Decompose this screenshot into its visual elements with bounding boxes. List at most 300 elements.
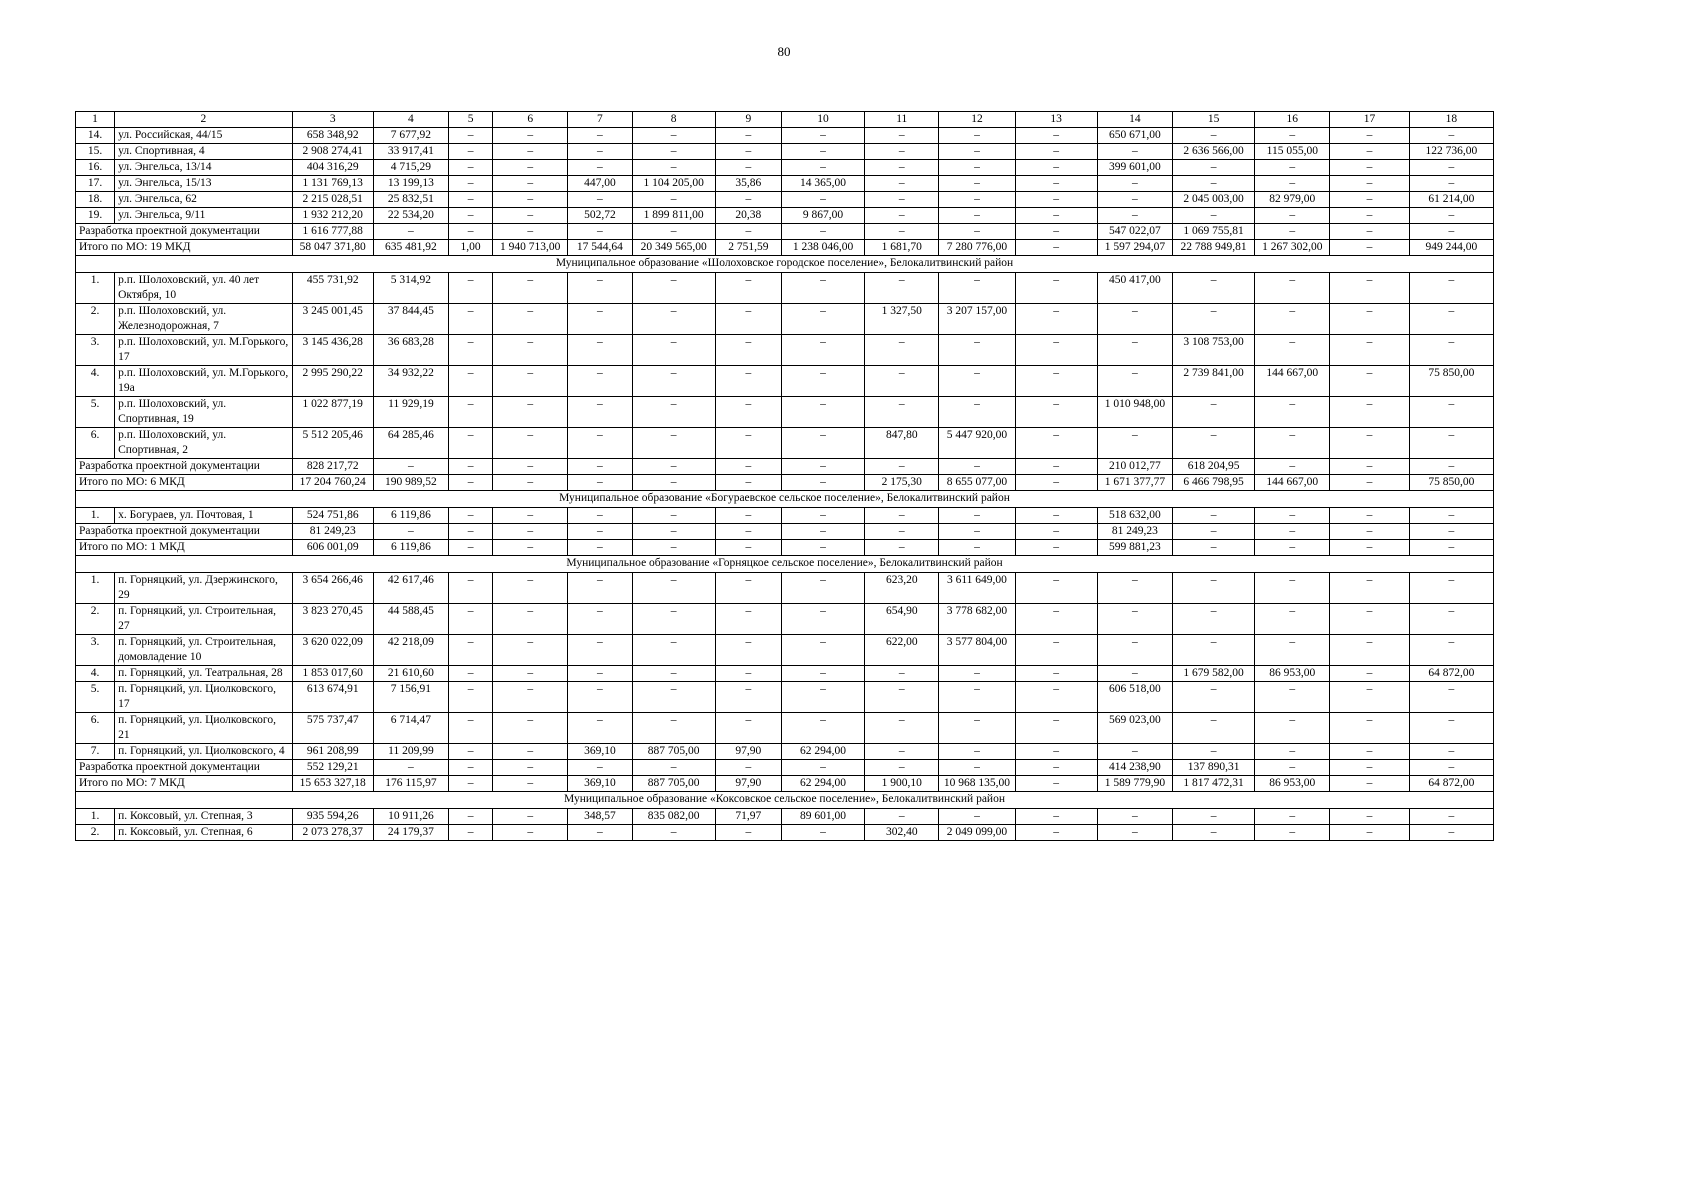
value-cell: – bbox=[715, 224, 781, 240]
value-cell: – bbox=[1409, 540, 1493, 556]
value-cell: – bbox=[1015, 176, 1097, 192]
value-cell: – bbox=[1409, 335, 1493, 366]
value-cell: 122 736,00 bbox=[1409, 144, 1493, 160]
header-cell: 1 bbox=[76, 112, 115, 128]
value-cell: 22 788 949,81 bbox=[1172, 240, 1254, 256]
value-cell: 13 199,13 bbox=[373, 176, 448, 192]
value-cell: – bbox=[449, 128, 493, 144]
value-cell: 2 739 841,00 bbox=[1172, 366, 1254, 397]
row-number: 3. bbox=[76, 335, 115, 366]
value-cell: – bbox=[1330, 760, 1409, 776]
summary-label: Разработка проектной документации bbox=[76, 524, 293, 540]
value-cell: 961 208,99 bbox=[292, 744, 373, 760]
value-cell: – bbox=[1255, 573, 1330, 604]
value-cell: – bbox=[1172, 428, 1254, 459]
value-cell: – bbox=[1097, 744, 1172, 760]
row-number: 1. bbox=[76, 809, 115, 825]
value-cell: – bbox=[1015, 682, 1097, 713]
value-cell: – bbox=[1015, 128, 1097, 144]
value-cell: – bbox=[493, 144, 568, 160]
value-cell: – bbox=[939, 744, 1015, 760]
row-number: 2. bbox=[76, 604, 115, 635]
value-cell: – bbox=[1172, 160, 1254, 176]
capital-repair-table bbox=[75, 111, 1494, 841]
value-cell: – bbox=[493, 459, 568, 475]
value-cell: 2 175,30 bbox=[865, 475, 939, 491]
value-cell: 89 601,00 bbox=[781, 809, 864, 825]
value-cell: – bbox=[1330, 128, 1409, 144]
summary-label: Итого по МО: 6 МКД bbox=[76, 475, 293, 491]
value-cell: – bbox=[1097, 304, 1172, 335]
value-cell: – bbox=[1172, 635, 1254, 666]
value-cell: – bbox=[449, 760, 493, 776]
value-cell: – bbox=[1172, 273, 1254, 304]
value-cell: – bbox=[449, 208, 493, 224]
value-cell: – bbox=[865, 397, 939, 428]
value-cell: 64 872,00 bbox=[1409, 776, 1493, 792]
value-cell: 137 890,31 bbox=[1172, 760, 1254, 776]
value-cell: 1 589 779,90 bbox=[1097, 776, 1172, 792]
value-cell: – bbox=[865, 128, 939, 144]
value-cell: – bbox=[781, 760, 864, 776]
value-cell: – bbox=[1330, 335, 1409, 366]
summary-label: Итого по МО: 19 МКД bbox=[76, 240, 293, 256]
value-cell: – bbox=[449, 682, 493, 713]
value-cell: 1 940 713,00 bbox=[493, 240, 568, 256]
value-cell: – bbox=[1255, 604, 1330, 635]
table-row bbox=[76, 335, 1494, 366]
value-cell: – bbox=[1255, 176, 1330, 192]
value-cell: – bbox=[781, 604, 864, 635]
value-cell: 599 881,23 bbox=[1097, 540, 1172, 556]
value-cell: – bbox=[1409, 604, 1493, 635]
value-cell: – bbox=[1330, 825, 1409, 841]
value-cell: – bbox=[939, 524, 1015, 540]
value-cell: 11 209,99 bbox=[373, 744, 448, 760]
section-row bbox=[76, 491, 1494, 508]
summary-label: Разработка проектной документации bbox=[76, 459, 293, 475]
value-cell: 2 636 566,00 bbox=[1172, 144, 1254, 160]
table-row bbox=[76, 304, 1494, 335]
value-cell: – bbox=[632, 508, 715, 524]
address-cell: ул. Энгельса, 13/14 bbox=[115, 160, 293, 176]
value-cell: – bbox=[715, 192, 781, 208]
table-row bbox=[76, 635, 1494, 666]
value-cell: – bbox=[715, 397, 781, 428]
value-cell: – bbox=[1330, 428, 1409, 459]
value-cell: 3 207 157,00 bbox=[939, 304, 1015, 335]
table-row bbox=[76, 809, 1494, 825]
summary-row bbox=[76, 776, 1494, 792]
value-cell: – bbox=[568, 573, 632, 604]
value-cell: – bbox=[865, 176, 939, 192]
value-cell: – bbox=[781, 128, 864, 144]
value-cell: – bbox=[493, 635, 568, 666]
row-number: 6. bbox=[76, 713, 115, 744]
value-cell: – bbox=[1097, 635, 1172, 666]
value-cell: – bbox=[568, 160, 632, 176]
value-cell: – bbox=[1330, 144, 1409, 160]
value-cell: – bbox=[1330, 604, 1409, 635]
value-cell: – bbox=[568, 508, 632, 524]
value-cell: – bbox=[568, 192, 632, 208]
value-cell: – bbox=[1172, 208, 1254, 224]
value-cell: 1 671 377,77 bbox=[1097, 475, 1172, 491]
value-cell: 115 055,00 bbox=[1255, 144, 1330, 160]
value-cell: – bbox=[939, 540, 1015, 556]
value-cell: – bbox=[493, 176, 568, 192]
value-cell: 455 731,92 bbox=[292, 273, 373, 304]
summary-row bbox=[76, 524, 1494, 540]
value-cell: – bbox=[449, 809, 493, 825]
value-cell: 1 900,10 bbox=[865, 776, 939, 792]
value-cell: 524 751,86 bbox=[292, 508, 373, 524]
value-cell: – bbox=[1409, 635, 1493, 666]
value-cell: – bbox=[865, 809, 939, 825]
value-cell: 1 327,50 bbox=[865, 304, 939, 335]
value-cell: – bbox=[1097, 176, 1172, 192]
value-cell: 75 850,00 bbox=[1409, 475, 1493, 491]
value-cell: 10 968 135,00 bbox=[939, 776, 1015, 792]
value-cell: – bbox=[449, 508, 493, 524]
value-cell: – bbox=[568, 682, 632, 713]
value-cell: – bbox=[1330, 635, 1409, 666]
value-cell: – bbox=[493, 366, 568, 397]
value-cell: – bbox=[939, 208, 1015, 224]
value-cell: – bbox=[939, 459, 1015, 475]
row-number: 6. bbox=[76, 428, 115, 459]
value-cell: 3 108 753,00 bbox=[1172, 335, 1254, 366]
value-cell: – bbox=[1409, 744, 1493, 760]
section-row bbox=[76, 556, 1494, 573]
header-cell: 11 bbox=[865, 112, 939, 128]
value-cell: – bbox=[632, 540, 715, 556]
value-cell: 935 594,26 bbox=[292, 809, 373, 825]
value-cell: 635 481,92 bbox=[373, 240, 448, 256]
value-cell: – bbox=[493, 776, 568, 792]
row-number: 4. bbox=[76, 666, 115, 682]
value-cell: – bbox=[939, 335, 1015, 366]
value-cell: – bbox=[568, 459, 632, 475]
value-cell: – bbox=[493, 397, 568, 428]
address-cell: ул. Энгельса, 9/11 bbox=[115, 208, 293, 224]
table-row bbox=[76, 208, 1494, 224]
row-number: 5. bbox=[76, 682, 115, 713]
value-cell: – bbox=[1255, 508, 1330, 524]
value-cell: – bbox=[568, 144, 632, 160]
value-cell: – bbox=[939, 760, 1015, 776]
value-cell: 2 908 274,41 bbox=[292, 144, 373, 160]
table-row bbox=[76, 508, 1494, 524]
value-cell: 2 995 290,22 bbox=[292, 366, 373, 397]
value-cell: – bbox=[1015, 428, 1097, 459]
value-cell: – bbox=[1330, 682, 1409, 713]
value-cell: – bbox=[1330, 508, 1409, 524]
value-cell: – bbox=[449, 604, 493, 635]
row-number: 1. bbox=[76, 508, 115, 524]
address-cell: п. Коксовый, ул. Степная, 6 bbox=[115, 825, 293, 841]
value-cell: – bbox=[715, 128, 781, 144]
value-cell: – bbox=[1015, 273, 1097, 304]
value-cell: – bbox=[1255, 760, 1330, 776]
value-cell: – bbox=[1409, 760, 1493, 776]
value-cell: – bbox=[632, 666, 715, 682]
value-cell: – bbox=[632, 224, 715, 240]
value-cell: – bbox=[1330, 540, 1409, 556]
table-row bbox=[76, 144, 1494, 160]
value-cell: 3 145 436,28 bbox=[292, 335, 373, 366]
value-cell: 9 867,00 bbox=[781, 208, 864, 224]
value-cell: – bbox=[1097, 604, 1172, 635]
value-cell: – bbox=[449, 144, 493, 160]
value-cell: 547 022,07 bbox=[1097, 224, 1172, 240]
value-cell: – bbox=[493, 224, 568, 240]
value-cell: – bbox=[449, 524, 493, 540]
value-cell: – bbox=[1097, 666, 1172, 682]
value-cell: – bbox=[1255, 809, 1330, 825]
value-cell: 25 832,51 bbox=[373, 192, 448, 208]
value-cell: – bbox=[781, 475, 864, 491]
value-cell: – bbox=[715, 760, 781, 776]
value-cell: – bbox=[1330, 160, 1409, 176]
value-cell: 6 466 798,95 bbox=[1172, 475, 1254, 491]
value-cell: – bbox=[449, 573, 493, 604]
value-cell: 3 778 682,00 bbox=[939, 604, 1015, 635]
table-row bbox=[76, 128, 1494, 144]
value-cell: – bbox=[715, 604, 781, 635]
value-cell: 97,90 bbox=[715, 744, 781, 760]
value-cell: – bbox=[715, 144, 781, 160]
header-cell: 10 bbox=[781, 112, 864, 128]
value-cell: – bbox=[1097, 208, 1172, 224]
value-cell: – bbox=[568, 273, 632, 304]
address-cell: п. Горняцкий, ул. Дзержинского, 29 bbox=[115, 573, 293, 604]
value-cell: – bbox=[1015, 635, 1097, 666]
value-cell: – bbox=[781, 825, 864, 841]
address-cell: п. Горняцкий, ул. Строительная, 27 bbox=[115, 604, 293, 635]
value-cell: – bbox=[1172, 825, 1254, 841]
value-cell: – bbox=[1409, 573, 1493, 604]
value-cell: – bbox=[781, 635, 864, 666]
value-cell: – bbox=[715, 666, 781, 682]
value-cell: 62 294,00 bbox=[781, 776, 864, 792]
value-cell: 1 267 302,00 bbox=[1255, 240, 1330, 256]
value-cell: 447,00 bbox=[568, 176, 632, 192]
value-cell: – bbox=[493, 573, 568, 604]
value-cell: 58 047 371,80 bbox=[292, 240, 373, 256]
table-row bbox=[76, 428, 1494, 459]
value-cell: – bbox=[1409, 809, 1493, 825]
value-cell: 1 616 777,88 bbox=[292, 224, 373, 240]
value-cell: 1 069 755,81 bbox=[1172, 224, 1254, 240]
address-cell: р.п. Шолоховский, ул. Спортивная, 2 bbox=[115, 428, 293, 459]
value-cell: – bbox=[939, 397, 1015, 428]
address-cell: р.п. Шолоховский, ул. М.Горького, 19а bbox=[115, 366, 293, 397]
value-cell: – bbox=[632, 397, 715, 428]
value-cell: – bbox=[781, 160, 864, 176]
value-cell: 7 677,92 bbox=[373, 128, 448, 144]
value-cell: 606 001,09 bbox=[292, 540, 373, 556]
value-cell: – bbox=[865, 160, 939, 176]
value-cell: 42 218,09 bbox=[373, 635, 448, 666]
value-cell: – bbox=[1172, 713, 1254, 744]
value-cell: – bbox=[449, 160, 493, 176]
value-cell: – bbox=[1255, 744, 1330, 760]
section-title: Муниципальное образование «Коксовское сельское поселение», Белокалитвинский район bbox=[76, 792, 1494, 809]
value-cell: – bbox=[449, 366, 493, 397]
value-cell: – bbox=[715, 713, 781, 744]
value-cell: 22 534,20 bbox=[373, 208, 448, 224]
value-cell: – bbox=[1330, 713, 1409, 744]
table-row bbox=[76, 825, 1494, 841]
value-cell: – bbox=[1330, 397, 1409, 428]
value-cell: – bbox=[568, 366, 632, 397]
row-number: 2. bbox=[76, 825, 115, 841]
value-cell: – bbox=[1015, 160, 1097, 176]
value-cell: – bbox=[865, 192, 939, 208]
value-cell: – bbox=[865, 744, 939, 760]
value-cell: – bbox=[1255, 682, 1330, 713]
header-cell: 5 bbox=[449, 112, 493, 128]
value-cell: – bbox=[632, 428, 715, 459]
value-cell: – bbox=[1330, 192, 1409, 208]
value-cell: – bbox=[373, 760, 448, 776]
value-cell: – bbox=[493, 508, 568, 524]
table-row bbox=[76, 682, 1494, 713]
value-cell: – bbox=[781, 524, 864, 540]
value-cell: – bbox=[568, 128, 632, 144]
value-cell: – bbox=[939, 682, 1015, 713]
value-cell: – bbox=[568, 428, 632, 459]
value-cell: – bbox=[781, 224, 864, 240]
value-cell: – bbox=[449, 397, 493, 428]
row-number: 1. bbox=[76, 573, 115, 604]
value-cell: 847,80 bbox=[865, 428, 939, 459]
address-cell: п. Горняцкий, ул. Циолковского, 17 bbox=[115, 682, 293, 713]
value-cell: – bbox=[493, 273, 568, 304]
value-cell: 828 217,72 bbox=[292, 459, 373, 475]
value-cell: – bbox=[493, 524, 568, 540]
value-cell: 1 681,70 bbox=[865, 240, 939, 256]
value-cell: – bbox=[1409, 128, 1493, 144]
value-cell: – bbox=[373, 224, 448, 240]
value-cell: – bbox=[632, 366, 715, 397]
value-cell: – bbox=[1172, 304, 1254, 335]
value-cell: 176 115,97 bbox=[373, 776, 448, 792]
value-cell: 75 850,00 bbox=[1409, 366, 1493, 397]
value-cell: – bbox=[939, 366, 1015, 397]
value-cell: – bbox=[1015, 144, 1097, 160]
value-cell: – bbox=[632, 825, 715, 841]
value-cell: – bbox=[493, 682, 568, 713]
value-cell: 35,86 bbox=[715, 176, 781, 192]
value-cell: 11 929,19 bbox=[373, 397, 448, 428]
value-cell: – bbox=[632, 635, 715, 666]
address-cell: ул. Энгельса, 15/13 bbox=[115, 176, 293, 192]
value-cell: – bbox=[1015, 760, 1097, 776]
value-cell: – bbox=[1255, 713, 1330, 744]
header-cell: 16 bbox=[1255, 112, 1330, 128]
value-cell: 949 244,00 bbox=[1409, 240, 1493, 256]
value-cell: 302,40 bbox=[865, 825, 939, 841]
value-cell: – bbox=[493, 713, 568, 744]
value-cell: – bbox=[1330, 666, 1409, 682]
value-cell: – bbox=[568, 540, 632, 556]
value-cell: – bbox=[1015, 666, 1097, 682]
value-cell: 71,97 bbox=[715, 809, 781, 825]
value-cell: – bbox=[1409, 682, 1493, 713]
value-cell: – bbox=[1015, 809, 1097, 825]
value-cell: – bbox=[1097, 428, 1172, 459]
value-cell: – bbox=[781, 304, 864, 335]
value-cell: 2 751,59 bbox=[715, 240, 781, 256]
table-row bbox=[76, 666, 1494, 682]
value-cell: 1 817 472,31 bbox=[1172, 776, 1254, 792]
value-cell: 4 715,29 bbox=[373, 160, 448, 176]
value-cell: 2 073 278,37 bbox=[292, 825, 373, 841]
value-cell: – bbox=[781, 573, 864, 604]
value-cell: 42 617,46 bbox=[373, 573, 448, 604]
value-cell: – bbox=[1409, 459, 1493, 475]
header-cell: 18 bbox=[1409, 112, 1493, 128]
value-cell: – bbox=[449, 666, 493, 682]
value-cell: 10 911,26 bbox=[373, 809, 448, 825]
value-cell: – bbox=[781, 428, 864, 459]
value-cell: 1 131 769,13 bbox=[292, 176, 373, 192]
value-cell: – bbox=[493, 825, 568, 841]
value-cell: – bbox=[493, 304, 568, 335]
row-number: 5. bbox=[76, 397, 115, 428]
value-cell: – bbox=[939, 160, 1015, 176]
value-cell: – bbox=[1097, 335, 1172, 366]
summary-row bbox=[76, 459, 1494, 475]
value-cell: – bbox=[715, 428, 781, 459]
address-cell: ул. Российская, 44/15 bbox=[115, 128, 293, 144]
address-cell: х. Богураев, ул. Почтовая, 1 bbox=[115, 508, 293, 524]
value-cell: – bbox=[449, 825, 493, 841]
value-cell: 2 215 028,51 bbox=[292, 192, 373, 208]
value-cell: 14 365,00 bbox=[781, 176, 864, 192]
value-cell: – bbox=[1097, 573, 1172, 604]
value-cell: 17 204 760,24 bbox=[292, 475, 373, 491]
value-cell: 658 348,92 bbox=[292, 128, 373, 144]
value-cell: – bbox=[568, 604, 632, 635]
table-row bbox=[76, 176, 1494, 192]
row-number: 15. bbox=[76, 144, 115, 160]
value-cell: – bbox=[781, 144, 864, 160]
section-title: Муниципальное образование «Шолоховское городское поселение», Белокалитвинский район bbox=[76, 256, 1494, 273]
value-cell: – bbox=[632, 459, 715, 475]
value-cell: 20,38 bbox=[715, 208, 781, 224]
row-number: 16. bbox=[76, 160, 115, 176]
value-cell: – bbox=[865, 459, 939, 475]
value-cell: 1 022 877,19 bbox=[292, 397, 373, 428]
value-cell: – bbox=[1015, 825, 1097, 841]
header-row bbox=[76, 112, 1494, 128]
value-cell: – bbox=[493, 475, 568, 491]
table-row bbox=[76, 604, 1494, 635]
value-cell: – bbox=[715, 573, 781, 604]
value-cell: – bbox=[632, 192, 715, 208]
value-cell: – bbox=[865, 366, 939, 397]
row-number: 1. bbox=[76, 273, 115, 304]
header-cell: 8 bbox=[632, 112, 715, 128]
value-cell: – bbox=[865, 713, 939, 744]
value-cell: – bbox=[939, 144, 1015, 160]
value-cell: – bbox=[449, 475, 493, 491]
value-cell: – bbox=[1255, 459, 1330, 475]
value-cell: – bbox=[1015, 776, 1097, 792]
